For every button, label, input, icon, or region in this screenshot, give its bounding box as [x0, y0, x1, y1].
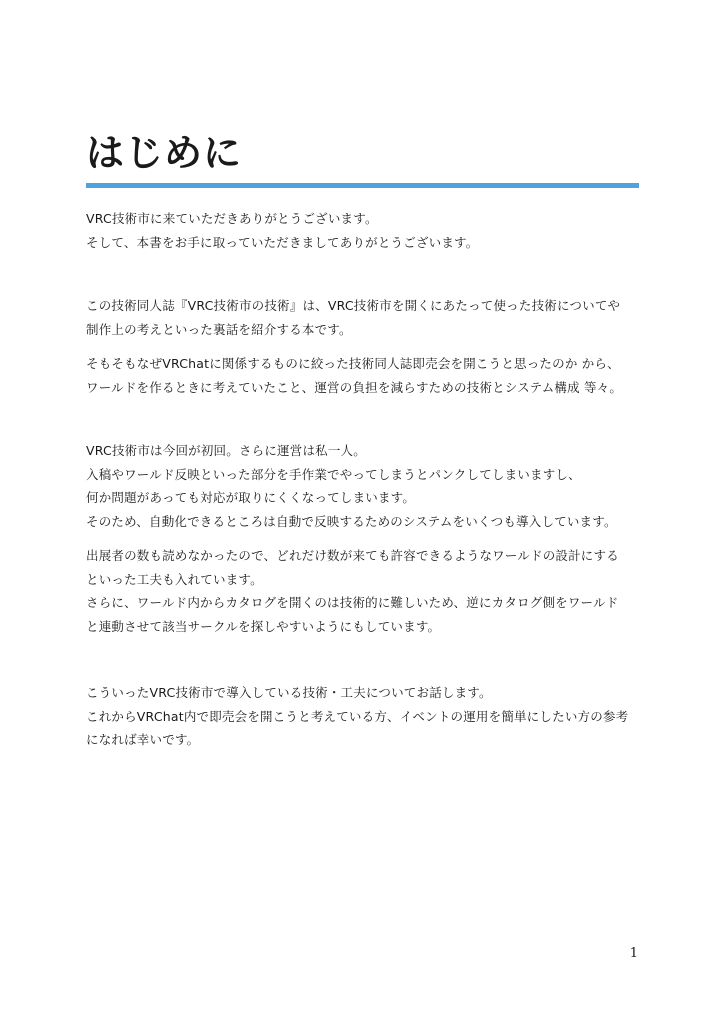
text-line: ワールドを作るときに考えていたこと、運営の負担を減らすための技術とシステム構成 等々。	[86, 379, 623, 395]
text-line: になれば幸いです。	[86, 732, 200, 747]
paragraph-closing	[86, 681, 646, 752]
paragraph-automation	[86, 439, 646, 533]
text-line: VRC技術市は今回が初回。さらに運営は私一人。	[86, 443, 366, 458]
paragraph-spacer	[86, 638, 646, 681]
text-line: 何か問題があっても対応が取りにくくなってしまいます。	[86, 490, 416, 505]
text-line: 出展者の数も読めなかったので、どれだけ数が来ても許容できるようなワールドの設計にする	[86, 548, 619, 563]
page-number: 1	[629, 946, 638, 961]
text-line: と連動させて該当サークルを探しやすいようにもしています。	[86, 618, 441, 634]
text-line: 制作上の考えといった裏話を紹介する本です。	[86, 321, 352, 337]
body-content	[86, 207, 646, 752]
text-line: そもそもなぜVRChatに関係するものに絞った技術同人誌即売会を開こうと思ったのか から、	[86, 356, 620, 371]
paragraph-spacer	[86, 533, 646, 544]
text-line: VRC技術市に来ていただきありがとうございます。	[86, 211, 378, 226]
paragraph-greeting	[86, 207, 646, 254]
paragraph-book-intro	[86, 294, 646, 341]
paragraph-world-design	[86, 544, 646, 638]
text-line: これからVRChat内で即売会を開こうと考えている方、イベントの運用を簡単にしたい方の参考	[86, 708, 629, 724]
paragraph-spacer	[86, 341, 646, 352]
text-line: この技術同人誌『VRC技術市の技術』は、VRC技術市を開くにあたって使った技術についてや	[86, 298, 621, 313]
text-line: こういったVRC技術市で導入している技術・工夫についてお話します。	[86, 685, 492, 700]
page-title: はじめに	[86, 131, 243, 175]
text-line: そのため、自動化できるところは自動で反映するためのシステムをいくつも導入しています。	[86, 513, 617, 529]
text-line: さらに、ワールド内からカタログを開くのは技術的に難しいため、逆にカタログ側をワールド	[86, 595, 619, 610]
text-line: そして、本書をお手に取っていただきましてありがとうございます。	[86, 234, 479, 250]
text-line: といった工夫も入れています。	[86, 571, 263, 587]
text-line: 入稿やワールド反映といった部分を手作業でやってしまうとパンクしてしまいますし、	[86, 466, 581, 482]
paragraph-motivation	[86, 352, 646, 399]
paragraph-spacer	[86, 399, 646, 439]
paragraph-spacer	[86, 254, 646, 294]
title-underline	[86, 183, 639, 188]
